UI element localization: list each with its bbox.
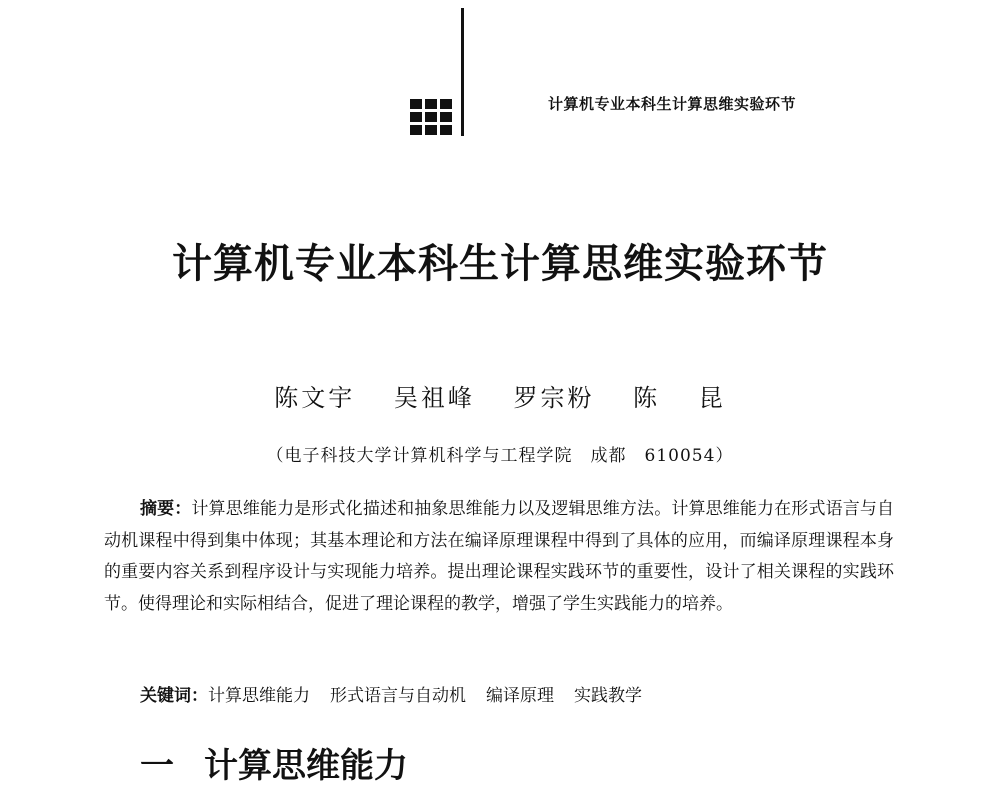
paper-title: 计算机专业本科生计算思维实验环节 <box>172 241 828 287</box>
abstract-text: 计算思维能力是形式化描述和抽象思维能力以及逻辑思维方法。计算思维能力在形式语言与自动机课程中得到集中体现；其基本理论和方法在编译原理课程中得到了具体的应用，而编译原理课程本身的重要内容关系到程序设计与实现能力培养。提出理论课程实践环节的重要性，设计了相关课程的实践环节。使得理论和实际相结合，促进了理论课程的教学，增强了学生实践能力的培养。 <box>104 499 895 614</box>
logo-square <box>440 125 452 135</box>
logo-square <box>425 112 437 122</box>
abstract-label: 摘要： <box>140 499 192 519</box>
logo-square <box>425 125 437 135</box>
author-name: 罗宗粉 <box>513 384 595 412</box>
running-head: 计算机专业本科生计算思维实验环节 <box>548 95 797 113</box>
header-divider-line <box>461 8 464 136</box>
affiliation: （电子科技大学计算机科学与工程学院 成都 610054） <box>266 446 734 466</box>
keywords <box>140 681 900 706</box>
logo-square <box>410 125 422 135</box>
keywords-label: 关键词： <box>140 686 208 706</box>
keyword: 计算思维能力 <box>208 686 310 706</box>
section-heading <box>140 738 408 787</box>
abstract <box>104 494 894 620</box>
logo-square <box>410 99 422 109</box>
logo-square <box>425 99 437 109</box>
logo-square <box>410 112 422 122</box>
grid-logo-icon <box>410 99 452 135</box>
section-number: 一 <box>140 746 174 786</box>
author-name: 吴祖峰 <box>393 384 475 412</box>
keyword: 实践教学 <box>574 686 642 706</box>
keyword: 形式语言与自动机 <box>330 686 466 706</box>
author-list <box>0 378 1000 413</box>
logo-square <box>440 112 452 122</box>
section-title: 计算思维能力 <box>204 746 408 786</box>
keyword: 编译原理 <box>486 686 554 706</box>
author-name: 陈文宇 <box>274 384 356 412</box>
logo-square <box>440 99 452 109</box>
author-name: 陈 昆 <box>633 384 726 412</box>
